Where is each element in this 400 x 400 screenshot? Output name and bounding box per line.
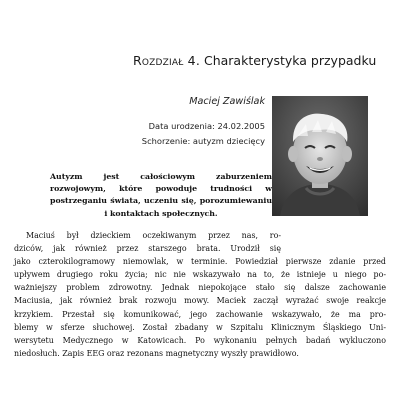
chapter-title: Charakterystyka przypadku	[203, 53, 377, 68]
birth-date: Data urodzenia: 24.02.2005	[148, 121, 265, 131]
text-line: upływem drugiego roku życia; nic nie wskazywało na to, że istnieje u niego po-	[14, 270, 386, 280]
chapter-heading	[133, 53, 393, 71]
text-line: blemy w sferze słuchowej. Został zbadany w Szpitalu Klinicznym Śląskiego Uni-	[14, 322, 386, 332]
text-line: ważniejszy problem zdrowotny. Jednak niepokojące stało się dalsze zachowanie	[14, 283, 386, 293]
case-author: Maciej Zawiślak	[189, 96, 265, 107]
text-line: Maciuś był dzieckiem oczekiwanym przez nas, ro-	[26, 231, 281, 240]
chapter-label: Rozdział 4.	[133, 53, 200, 68]
lead-paragraph: Autyzm jest całościowym zaburzeniem rozwojowym, które powoduje trudności w postrzeganiu świata, uczeniu się, porozumiewaniu i kontaktach społecznych.	[50, 172, 272, 218]
text-line: jako czterokilogramowy niemowlak, w terminie. Powiedział pierwsze zdanie przed	[14, 257, 386, 267]
child-portrait-icon	[272, 96, 368, 216]
text-line: wersytetu Medycznego w Katowicach. Po wykonaniu pełnych badań wykluczono	[14, 335, 386, 345]
body-text	[14, 229, 386, 360]
text-line: niedosłuch. Zapis EEG oraz rezonans magnetyczny wyszły prawidłowo.	[14, 348, 299, 358]
diagnosis: Schorzenie: autyzm dziecięcy	[141, 136, 265, 146]
text-line: dziców, jak również przez starszego brata. Urodził się	[14, 244, 281, 254]
child-portrait-photo	[272, 96, 368, 216]
text-line: Maciusia, jak również brak rozwoju mowy. Maciek zaczął wyrażać swoje reakcje	[14, 296, 386, 306]
text-line: krzykiem. Przestał się komunikować, jego zachowanie wskazywało, że ma pro-	[14, 309, 386, 319]
